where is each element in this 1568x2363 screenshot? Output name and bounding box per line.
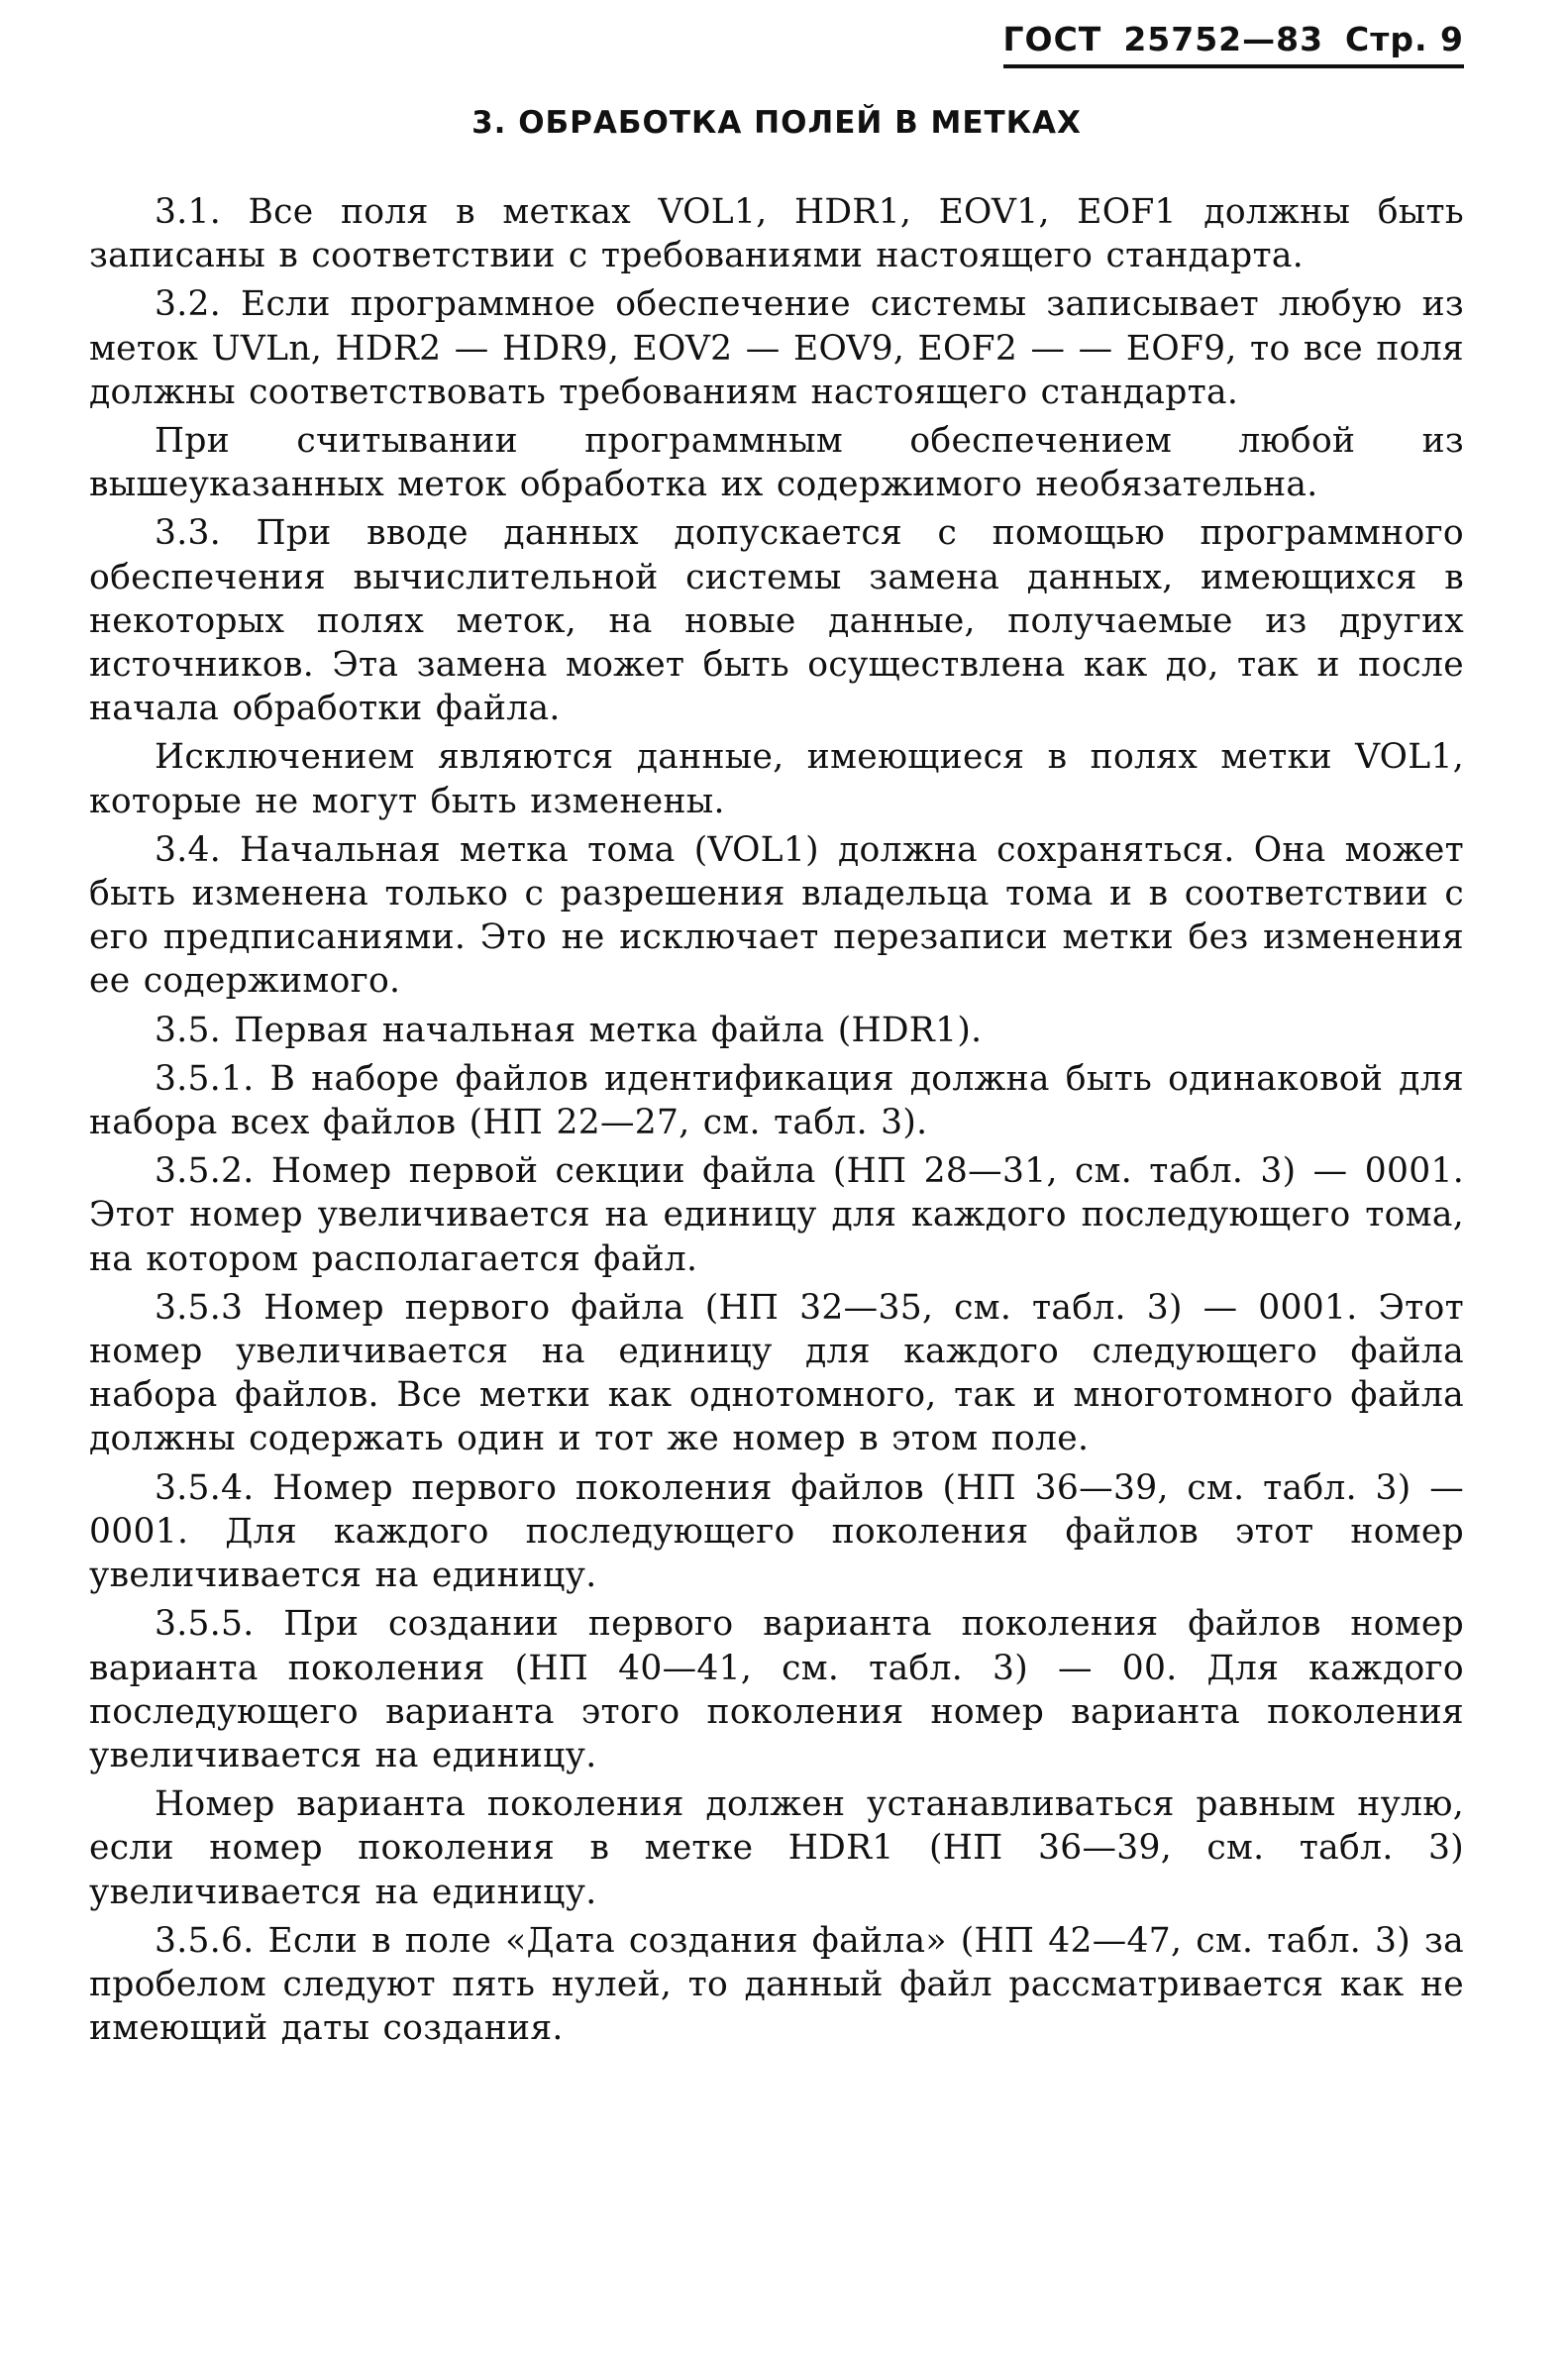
paragraph-3-5: 3.5. Первая начальная метка файла (HDR1). (155, 1010, 983, 1050)
paragraph-3-2: 3.2. Если программное обеспечение системы записывает любую из меток UVLn, HDR2 — HDR9, EOV2 — EOV9, EOF2 — — EOF9, то все поля должны соответствовать требованиям настоящего стандарта. (89, 284, 1464, 412)
paragraph-3-5-6: 3.5.6. Если в поле «Дата создания файла» (НП 42—47, см. табл. 3) за пробелом следуют пять нулей, то данный файл рассматривается как не имеющий даты создания. (89, 1920, 1464, 2049)
paragraph-exception-vol1: Исключением являются данные, имеющиеся в полях метки VOL1, которые не могут быть изменены. (89, 737, 1464, 821)
paragraph-3-5-3: 3.5.3 Номер первого файла (НП 32—35, см. табл. 3) — 0001. Этот номер увеличивается на единицу для каждого следующего файла набора файлов. Все метки как однотомного, так и многотомного файла должны содержать один и тот же номер в этом поле. (89, 1287, 1464, 1459)
paragraph-3-5-2: 3.5.2. Номер первой секции файла (НП 28—31, см. табл. 3) — 0001. Этот номер увеличивается на единицу для каждого последующего тома, на котором располагается файл. (89, 1151, 1464, 1279)
body-text (89, 190, 1464, 2055)
paragraph-3-5-4: 3.5.4. Номер первого поколения файлов (НП 36—39, см. табл. 3) — 0001. Для каждого последующего поколения файлов этот номер увеличивается на единицу. (89, 1467, 1464, 1596)
standard-number: 25752—83 (1123, 20, 1324, 58)
paragraph-3-5-5: 3.5.5. При создании первого варианта поколения файлов номер варианта поколения (НП 40—41, см. табл. 3) — 00. Для каждого последующего варианта этого поколения номер варианта поколения увеличивается на единицу. (89, 1604, 1464, 1775)
document-page (89, 20, 1464, 2299)
page-number: Стр. 9 (1345, 20, 1464, 58)
paragraph-3-1: 3.1. Все поля в метках VOL1, HDR1, EOV1, EOF1 должны быть записаны в соответствии с требованиями настоящего стандарта. (89, 192, 1464, 276)
paragraph-3-5-1: 3.5.1. В наборе файлов идентификация должна быть одинаковой для набора всех файлов (НП 22—27, см. табл. 3). (89, 1058, 1464, 1143)
paragraph-reading-note: При считывании программным обеспечением любой из вышеуказанных меток обработка их содержимого необязательна. (89, 421, 1464, 505)
section-title: 3. ОБРАБОТКА ПОЛЕЙ В МЕТКАХ (471, 105, 1082, 141)
paragraph-variant-reset: Номер варианта поколения должен устанавливаться равным нулю, если номер поколения в метке HDR1 (НП 36—39, см. табл. 3) увеличивается на единицу. (89, 1784, 1464, 1912)
running-header (1003, 20, 1465, 68)
paragraph-3-3: 3.3. При вводе данных допускается с помощью программного обеспечения вычислительной системы замена данных, имеющихся в некоторых полях меток, на новые данные, получаемые из других источников. Эта замена может быть осуществлена как до, так и после начала обработки файла. (89, 513, 1464, 729)
paragraph-3-4: 3.4. Начальная метка тома (VOL1) должна сохраняться. Она может быть изменена только с разрешения владельца тома и в соответствии с его предписаниями. Это не исключает перезаписи метки без изменения ее содержимого. (89, 829, 1464, 1002)
standard-label: ГОСТ (1002, 20, 1102, 58)
